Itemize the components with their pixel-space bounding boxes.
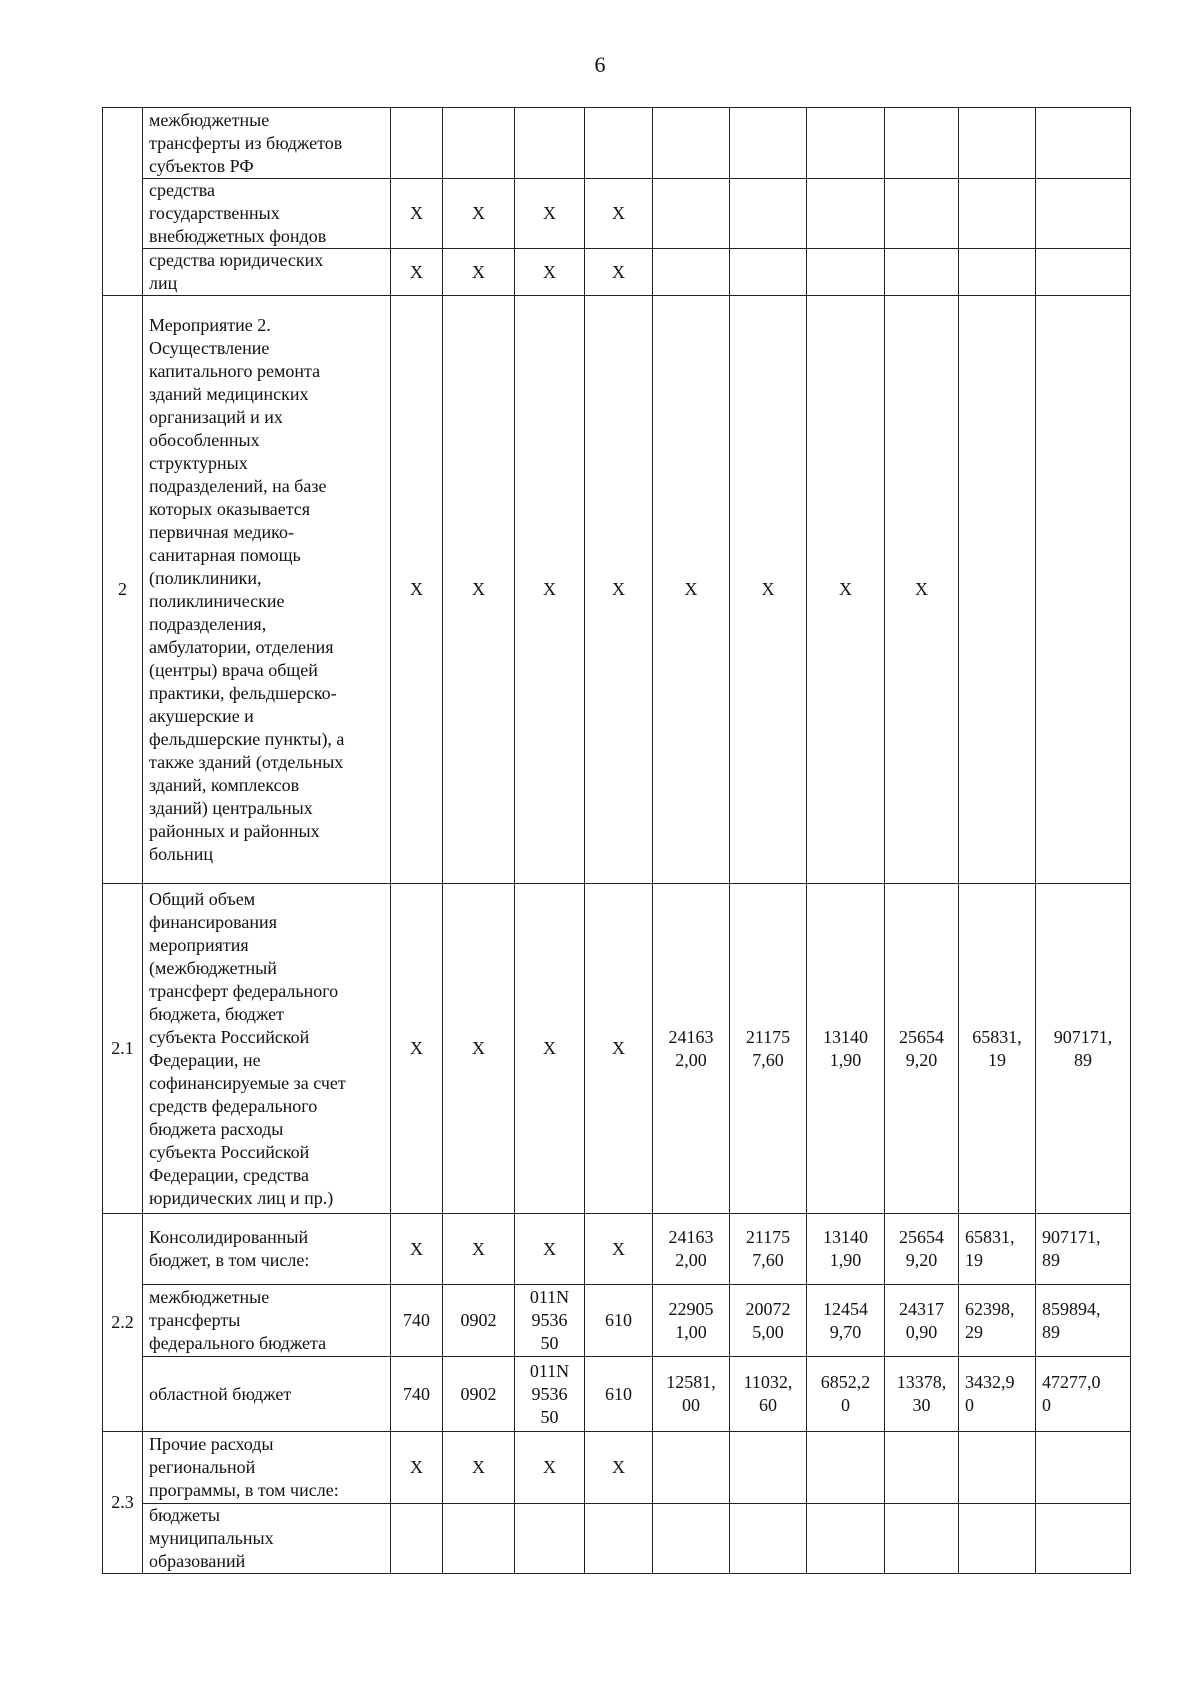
desc-line: подразделения, xyxy=(149,613,267,634)
total-cell: 65831, 19 xyxy=(959,884,1036,1214)
desc-line: Мероприятие 2. xyxy=(149,314,271,335)
x-mark: Х xyxy=(585,1432,653,1504)
amount-cell: 24163 2,00 xyxy=(653,1214,730,1285)
x-mark: Х xyxy=(443,1432,515,1504)
desc-line: мероприятия xyxy=(149,934,249,955)
desc-line: зданий) центральных xyxy=(149,797,313,818)
row-desc-cell xyxy=(143,249,391,296)
amount-cell: 12454 9,70 xyxy=(807,1285,885,1357)
desc-line: (поликлиники, xyxy=(149,567,262,588)
row-desc-cell xyxy=(143,1432,391,1504)
desc-line: бюджета расходы xyxy=(149,1118,284,1139)
desc-line: организаций и их xyxy=(149,406,283,427)
desc-line: средства xyxy=(149,180,216,200)
desc-line: межбюджетные xyxy=(149,109,270,130)
total-cell: 62398, 29 xyxy=(959,1285,1036,1357)
x-mark: Х xyxy=(885,296,959,884)
desc-line: трансферты из бюджетов xyxy=(149,132,343,153)
amount-cell: 24163 2,00 xyxy=(653,884,730,1214)
desc-line: подразделений, на базе xyxy=(149,475,327,496)
amount-cell: 13140 1,90 xyxy=(807,1214,885,1285)
desc-line: государственных xyxy=(149,203,280,223)
desc-line: капитального ремонта xyxy=(149,360,321,381)
table-row xyxy=(103,1432,1131,1504)
x-mark: Х xyxy=(585,179,653,249)
desc-line: санитарная помощь xyxy=(149,544,301,565)
desc-line: фельдшерские пункты), а xyxy=(149,728,345,749)
total-cell: 907171, 89 xyxy=(1036,884,1131,1214)
x-mark: Х xyxy=(515,296,585,884)
table-row xyxy=(103,884,1131,1214)
desc-line: субъектов РФ xyxy=(149,155,254,176)
desc-line: бюджеты xyxy=(149,1505,220,1525)
desc-line: финансирования xyxy=(149,911,277,932)
x-mark: Х xyxy=(585,249,653,296)
desc-line: амбулатории, отделения xyxy=(149,636,334,657)
desc-line: поликлинические xyxy=(149,590,285,611)
row-num-cell: 2.1 xyxy=(103,884,143,1214)
kind-code-cell: 610 xyxy=(585,1285,653,1357)
row-desc-cell xyxy=(143,108,391,179)
amount-cell: 25654 9,20 xyxy=(885,1214,959,1285)
amount-cell: 21175 7,60 xyxy=(730,884,807,1214)
desc-line: зданий медицинских xyxy=(149,383,309,404)
desc-line: больниц xyxy=(149,843,214,864)
total-cell: 907171, 89 xyxy=(1036,1214,1131,1285)
row-desc-cell xyxy=(143,1285,391,1357)
x-mark: Х xyxy=(391,249,443,296)
x-mark: Х xyxy=(730,296,807,884)
row-num-cell: 2.2 xyxy=(103,1214,143,1432)
table-row xyxy=(103,1357,1131,1432)
desc-line: межбюджетные xyxy=(149,1287,270,1307)
amount-cell: 22905 1,00 xyxy=(653,1285,730,1357)
table-row xyxy=(103,1504,1131,1574)
table-row xyxy=(103,108,1131,179)
target-code-cell: 011N 9536 50 xyxy=(515,1357,585,1432)
desc-line: Общий объем xyxy=(149,888,256,909)
kind-code-cell: 610 xyxy=(585,1357,653,1432)
desc-line: (центры) врача общей xyxy=(149,659,318,680)
x-mark: Х xyxy=(443,1214,515,1285)
amount-cell: 25654 9,20 xyxy=(885,884,959,1214)
code-cell: 0902 xyxy=(443,1357,515,1432)
desc-line: средства юридических xyxy=(149,250,324,270)
table-row xyxy=(103,179,1131,249)
budget-table xyxy=(102,107,1131,1574)
desc-line: акушерские и xyxy=(149,705,254,726)
x-mark: Х xyxy=(391,179,443,249)
desc-line: внебюджетных фондов xyxy=(149,226,327,246)
desc-line: программы, в том числе: xyxy=(149,1480,339,1500)
total-cell: 65831, 19 xyxy=(959,1214,1036,1285)
desc-line: лиц xyxy=(149,273,178,293)
desc-line: Прочие расходы xyxy=(149,1434,274,1454)
total-cell: 3432,9 0 xyxy=(959,1357,1036,1432)
desc-line: районных и районных xyxy=(149,820,320,841)
x-mark: Х xyxy=(585,296,653,884)
x-mark: Х xyxy=(443,249,515,296)
total-cell: 47277,0 0 xyxy=(1036,1357,1131,1432)
desc-line: областной бюджет xyxy=(149,1383,292,1404)
row-num-cell: 2 xyxy=(103,296,143,884)
amount-cell: 24317 0,90 xyxy=(885,1285,959,1357)
row-desc-cell xyxy=(143,1357,391,1432)
desc-line: региональной xyxy=(149,1457,256,1477)
row-desc-cell xyxy=(143,296,391,884)
desc-line: субъекта Российской xyxy=(149,1026,310,1047)
desc-line: трансферт федерального xyxy=(149,980,339,1001)
x-mark: Х xyxy=(585,1214,653,1285)
desc-line: бюджета, бюджет xyxy=(149,1003,285,1024)
desc-line: первичная медико- xyxy=(149,521,294,542)
desc-line: трансферты xyxy=(149,1310,241,1330)
row-num-cell xyxy=(103,108,143,296)
amount-cell: 12581, 00 xyxy=(653,1357,730,1432)
desc-line: юридических лиц и пр.) xyxy=(149,1187,334,1208)
x-mark: Х xyxy=(585,884,653,1214)
x-mark: Х xyxy=(807,296,885,884)
desc-line: образований xyxy=(149,1551,246,1571)
x-mark: Х xyxy=(443,179,515,249)
desc-line: бюджет, в том числе: xyxy=(149,1250,310,1270)
desc-line: также зданий (отдельных xyxy=(149,751,344,772)
desc-line: которых оказывается xyxy=(149,498,311,519)
desc-line: субъекта Российской xyxy=(149,1141,310,1162)
desc-line: Федерации, средства xyxy=(149,1164,310,1185)
desc-line: (межбюджетный xyxy=(149,957,277,978)
row-desc-cell xyxy=(143,884,391,1214)
desc-line: зданий, комплексов xyxy=(149,774,300,795)
table-row xyxy=(103,1285,1131,1357)
amount-cell: 11032, 60 xyxy=(730,1357,807,1432)
code-cell: 740 xyxy=(391,1285,443,1357)
total-cell: 859894, 89 xyxy=(1036,1285,1131,1357)
desc-line: Федерации, не xyxy=(149,1049,261,1070)
x-mark: Х xyxy=(515,249,585,296)
x-mark: Х xyxy=(515,1432,585,1504)
x-mark: Х xyxy=(391,296,443,884)
desc-line: средств федерального xyxy=(149,1095,318,1116)
table-row xyxy=(103,1214,1131,1285)
x-mark: Х xyxy=(391,884,443,1214)
desc-line: софинансируемые за счет xyxy=(149,1072,346,1093)
table-row xyxy=(103,249,1131,296)
x-mark: Х xyxy=(653,296,730,884)
x-mark: Х xyxy=(515,1214,585,1285)
desc-line: Консолидированный xyxy=(149,1227,309,1247)
desc-line: Осуществление xyxy=(149,337,270,358)
amount-cell: 20072 5,00 xyxy=(730,1285,807,1357)
code-cell: 740 xyxy=(391,1357,443,1432)
amount-cell: 6852,2 0 xyxy=(807,1357,885,1432)
row-desc-cell xyxy=(143,179,391,249)
desc-line: муниципальных xyxy=(149,1528,274,1548)
amount-cell: 13378, 30 xyxy=(885,1357,959,1432)
desc-line: практики, фельдшерско- xyxy=(149,682,337,703)
row-desc-cell xyxy=(143,1214,391,1285)
desc-line: федерального бюджета xyxy=(149,1333,327,1353)
amount-cell: 13140 1,90 xyxy=(807,884,885,1214)
table-row xyxy=(103,296,1131,884)
x-mark: Х xyxy=(443,884,515,1214)
row-num-cell: 2.3 xyxy=(103,1432,143,1574)
amount-cell: 21175 7,60 xyxy=(730,1214,807,1285)
row-desc-cell xyxy=(143,1504,391,1574)
desc-line: структурных xyxy=(149,452,248,473)
code-cell: 0902 xyxy=(443,1285,515,1357)
desc-line: обособленных xyxy=(149,429,260,450)
x-mark: Х xyxy=(515,179,585,249)
page-number: 6 xyxy=(594,52,606,77)
x-mark: Х xyxy=(391,1214,443,1285)
x-mark: Х xyxy=(515,884,585,1214)
x-mark: Х xyxy=(443,296,515,884)
x-mark: Х xyxy=(391,1432,443,1504)
target-code-cell: 011N 9536 50 xyxy=(515,1285,585,1357)
